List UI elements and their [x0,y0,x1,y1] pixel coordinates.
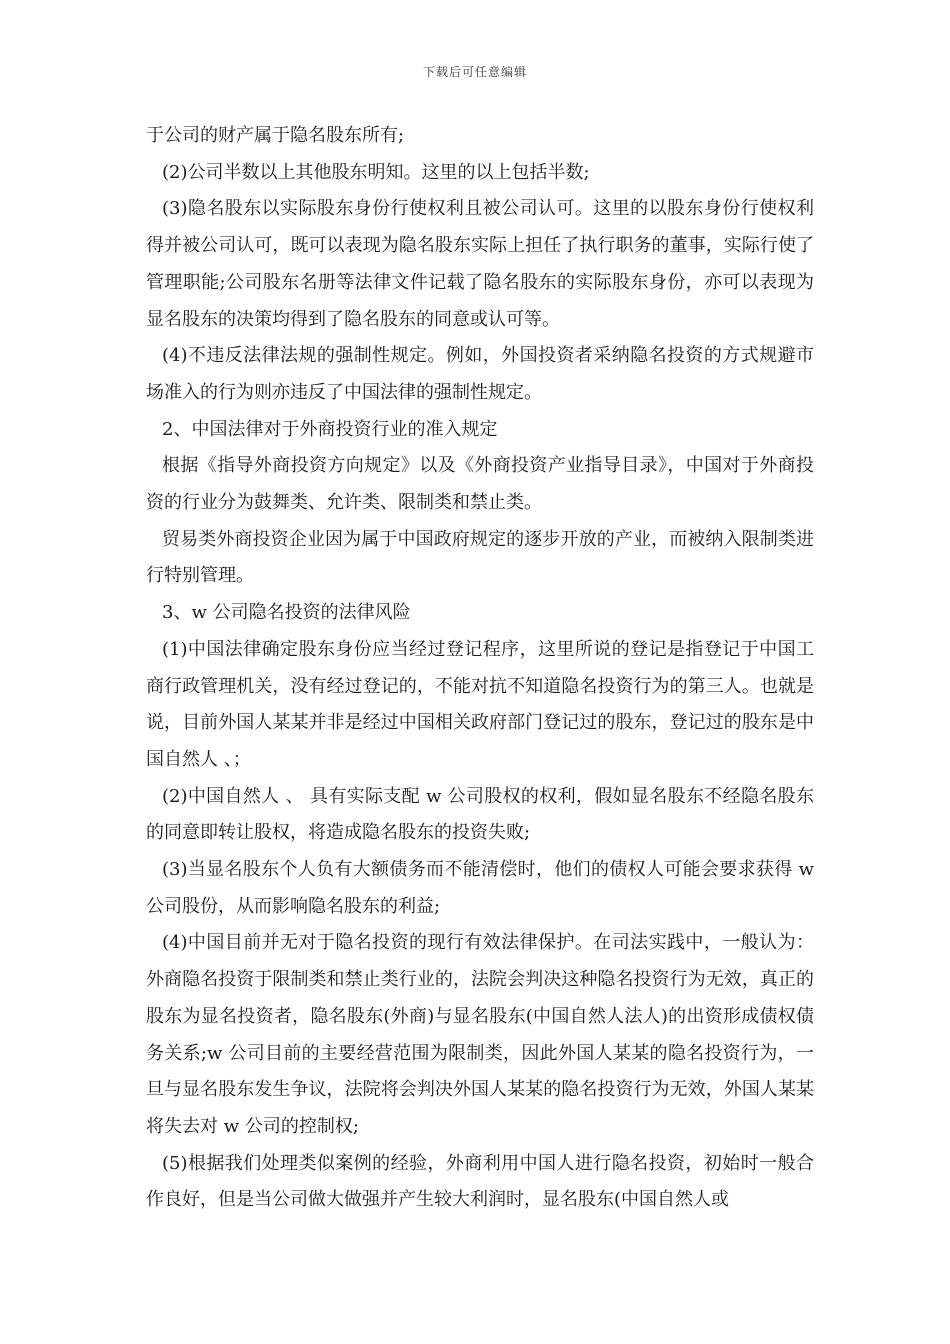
paragraph-6: 根据《指导外商投资方向规定》以及《外商投资产业指导目录》，中国对于外商投资的行业分为鼓舞类、允许类、限制类和禁止类。 [146,455,814,514]
section-heading-2: 2、中国法律对于外商投资行业的准入规定 [162,418,498,440]
paragraph-1: 于公司的财产属于隐名股东所有; [146,125,405,146]
paragraph-3: (3)隐名股东以实际股东身份行使权利且被公司认可。这里的以股东身份行使权利得并被公司认可，既可以表现为隐名股东实际上担任了执行职务的董事，实际行使了管理职能;公司股东名册等法律文件记载了隐名股东的实际股东身份，亦可以表现为显名股东的决策均得到了隐名股东的同意或认可等。 [146,198,814,330]
section-heading-3: 3、w 公司隐名投资的法律风险 [162,602,411,624]
paragraph-4: (4)不违反法律法规的强制性规定。例如，外国投资者采纳隐名投资的方式规避市场准入的行为则亦违反了中国法律的强制性规定。 [146,345,814,403]
paragraph-13: (5)根据我们处理类似案例的经验，外商利用中国人进行隐名投资，初始时一般合作良好，但是当公司做大做强并产生较大利润时，显名股东(中国自然人或 [146,1152,814,1211]
paragraph-2: (2)公司半数以上其他股东明知。这里的以上包括半数; [162,161,590,183]
document-body [146,118,814,1219]
paragraph-9: (1)中国法律确定股东身份应当经过登记程序，这里所说的登记是指登记于中国工商行政管理机关，没有经过登记的，不能对抗不知道隐名投资行为的第三人。也就是说，目前外国人某某并非是经过中国相关政府部门登记过的股东，登记过的股东是中国自然人 、； [146,638,814,770]
paragraph-10: (2)中国自然人 、 具有实际支配 w 公司股权的权利，假如显名股东不经隐名股东的同意即转让股权，将造成隐名股东的投资失败; [146,785,814,844]
paragraph-7: 贸易类外商投资企业因为属于中国政府规定的逐步开放的产业，而被纳入限制类进行特别管理。 [146,528,814,587]
page-header: 下载后可任意编辑 [422,65,527,79]
paragraph-11: (3)当显名股东个人负有大额债务而不能清偿时，他们的债权人可能会要求获得 w 公司股份，从而影响隐名股东的利益; [146,859,814,917]
paragraph-12: (4)中国目前并无对于隐名投资的现行有效法律保护。在司法实践中，一般认为：外商隐名投资于限制类和禁止类行业的，法院会判决这种隐名投资行为无效，真正的股东为显名投资者，隐名股东(外商)与显名股东(中国自然人法人)的出资形成债权债务关系;w 公司目前的主要经营范围为限制类，因此外国人某某的隐名投资行为，一旦与显名股东发生争议，法院将会判决外国人某某的隐名投资行为无效，外国人某某将失去对 w 公司的控制权; [146,932,814,1137]
